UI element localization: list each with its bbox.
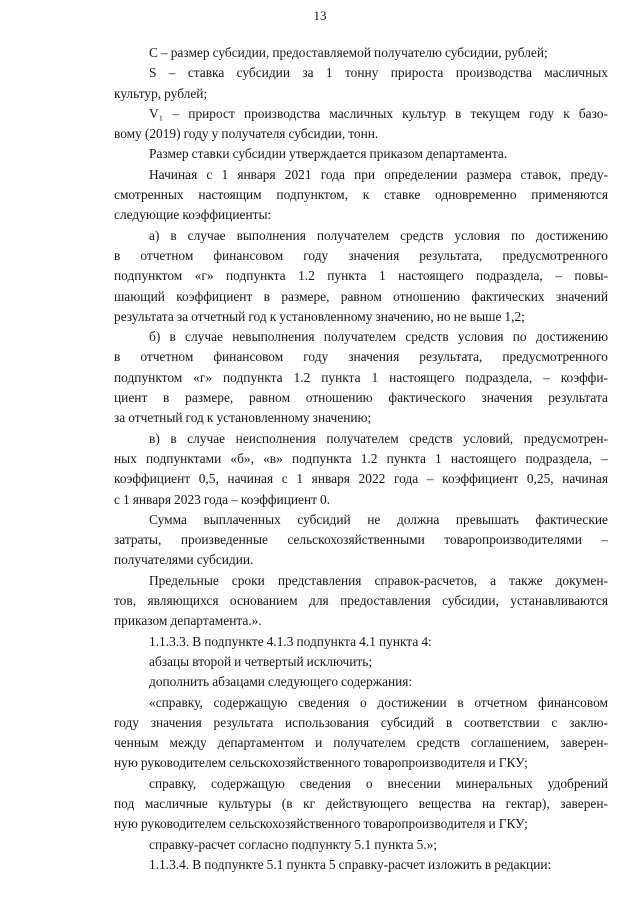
text-line: приказом департамента.». [114,613,262,629]
text-line: S – ставка субсидии за 1 тонну прироста производства масличных [149,65,608,81]
text-line: затраты, произведенные сельскохозяйственными товаропроизводителями – [114,532,608,548]
text-line: Сумма выплаченных субсидий не должна превышать фактические [149,511,608,527]
text-line: вому (2019) году у получателя субсидии, тонн. [114,126,379,142]
text-line: подпунктом «г» подпункта 1.2 пункта 1 настоящего подраздела, – коэффи- [114,369,608,385]
text-line: получателями субсидии. [114,552,254,568]
text-line: смотренных настоящим подпунктом, к ставке одновременно применяются [114,187,608,203]
text-line: дополнить абзацами следующего содержания: [149,674,413,690]
text-line: 1.1.3.3. В подпункте 4.1.3 подпункта 4.1 пункта 4: [149,633,432,649]
text-line: С – размер субсидии, предоставляемой получателю субсидии, рублей; [149,45,548,60]
text-line: «справку, содержащую сведения о достижении в отчетном финансовом [149,694,608,710]
text-line: культур, рублей; [114,85,208,101]
text-line: ченным между департаментом и получателем средств соглашением, заверен- [114,735,608,751]
text-line: V₁ – прирост производства масличных культур в текущем году к базо- [149,105,608,121]
text-line: ную руководителем сельскохозяйственного товаропроизводителя и ГКУ; [114,816,528,832]
text-line: с 1 января 2023 года – коэффициент 0. [114,491,331,507]
text-line: в отчетном финансовом году значения результата, предусмотренного [114,247,608,263]
text-line: 1.1.3.4. В подпункте 5.1 пункта 5 справку-расчет изложить в редакции: [149,856,552,872]
text-line: подпунктом «г» подпункта 1.2 пункта 1 настоящего подраздела, – повы- [114,268,608,284]
text-line: б) в случае невыполнения получателем средств условия по достижению [149,329,608,345]
text-line: Начиная с 1 января 2021 года при определении размера ставок, преду- [149,166,608,182]
text-line: под масличные культуры (в кг действующего вещества на гектар), заверен- [114,795,608,811]
text-line: тов, являющихся основанием для предоставления субсидии, устанавливаются [114,593,608,609]
text-line: Размер ставки субсидии утверждается приказом департамента. [149,146,508,162]
text-line: циент в размере, равном отношению фактического значения результата [114,390,608,406]
text-line: ных подпунктами «б», «в» подпункта 1.2 пункта 1 настоящего подраздела, – [114,450,608,466]
text-line: а) в случае выполнения получателем средств условия по достижению [149,227,608,243]
text-line: в) в случае неисполнения получателем средств условий, предусмотрен- [149,430,608,446]
text-line: справку-расчет согласно подпункту 5.1 пункта 5.»; [149,836,438,852]
text-line: ную руководителем сельскохозяйственного товаропроизводителя и ГКУ; [114,755,528,771]
text-line: коэффициент 0,5, начиная с 1 января 2022 года – коэффициент 0,25, начиная [114,471,608,487]
text-line: за отчетный год к установленному значению; [114,410,372,426]
text-line: справку, содержащую сведения о внесении минеральных удобрений [149,775,608,791]
text-line: результата за отчетный год к установленному значению, но не выше 1,2; [114,308,525,324]
text-line: Предельные сроки представления справок-расчетов, а также докумен- [149,572,608,588]
text-line: абзацы второй и четвертый исключить; [149,653,373,669]
document-body [114,43,608,875]
page-number: 13 [313,8,327,23]
text-line: году значения результата использования субсидий в соответствии с заклю- [114,714,608,730]
text-line: следующие коэффициенты: [114,207,272,223]
text-line: в отчетном финансовом году значения результата, предусмотренного [114,349,608,365]
text-line: шающий коэффициент в размере, равном отношению фактических значений [114,288,608,304]
